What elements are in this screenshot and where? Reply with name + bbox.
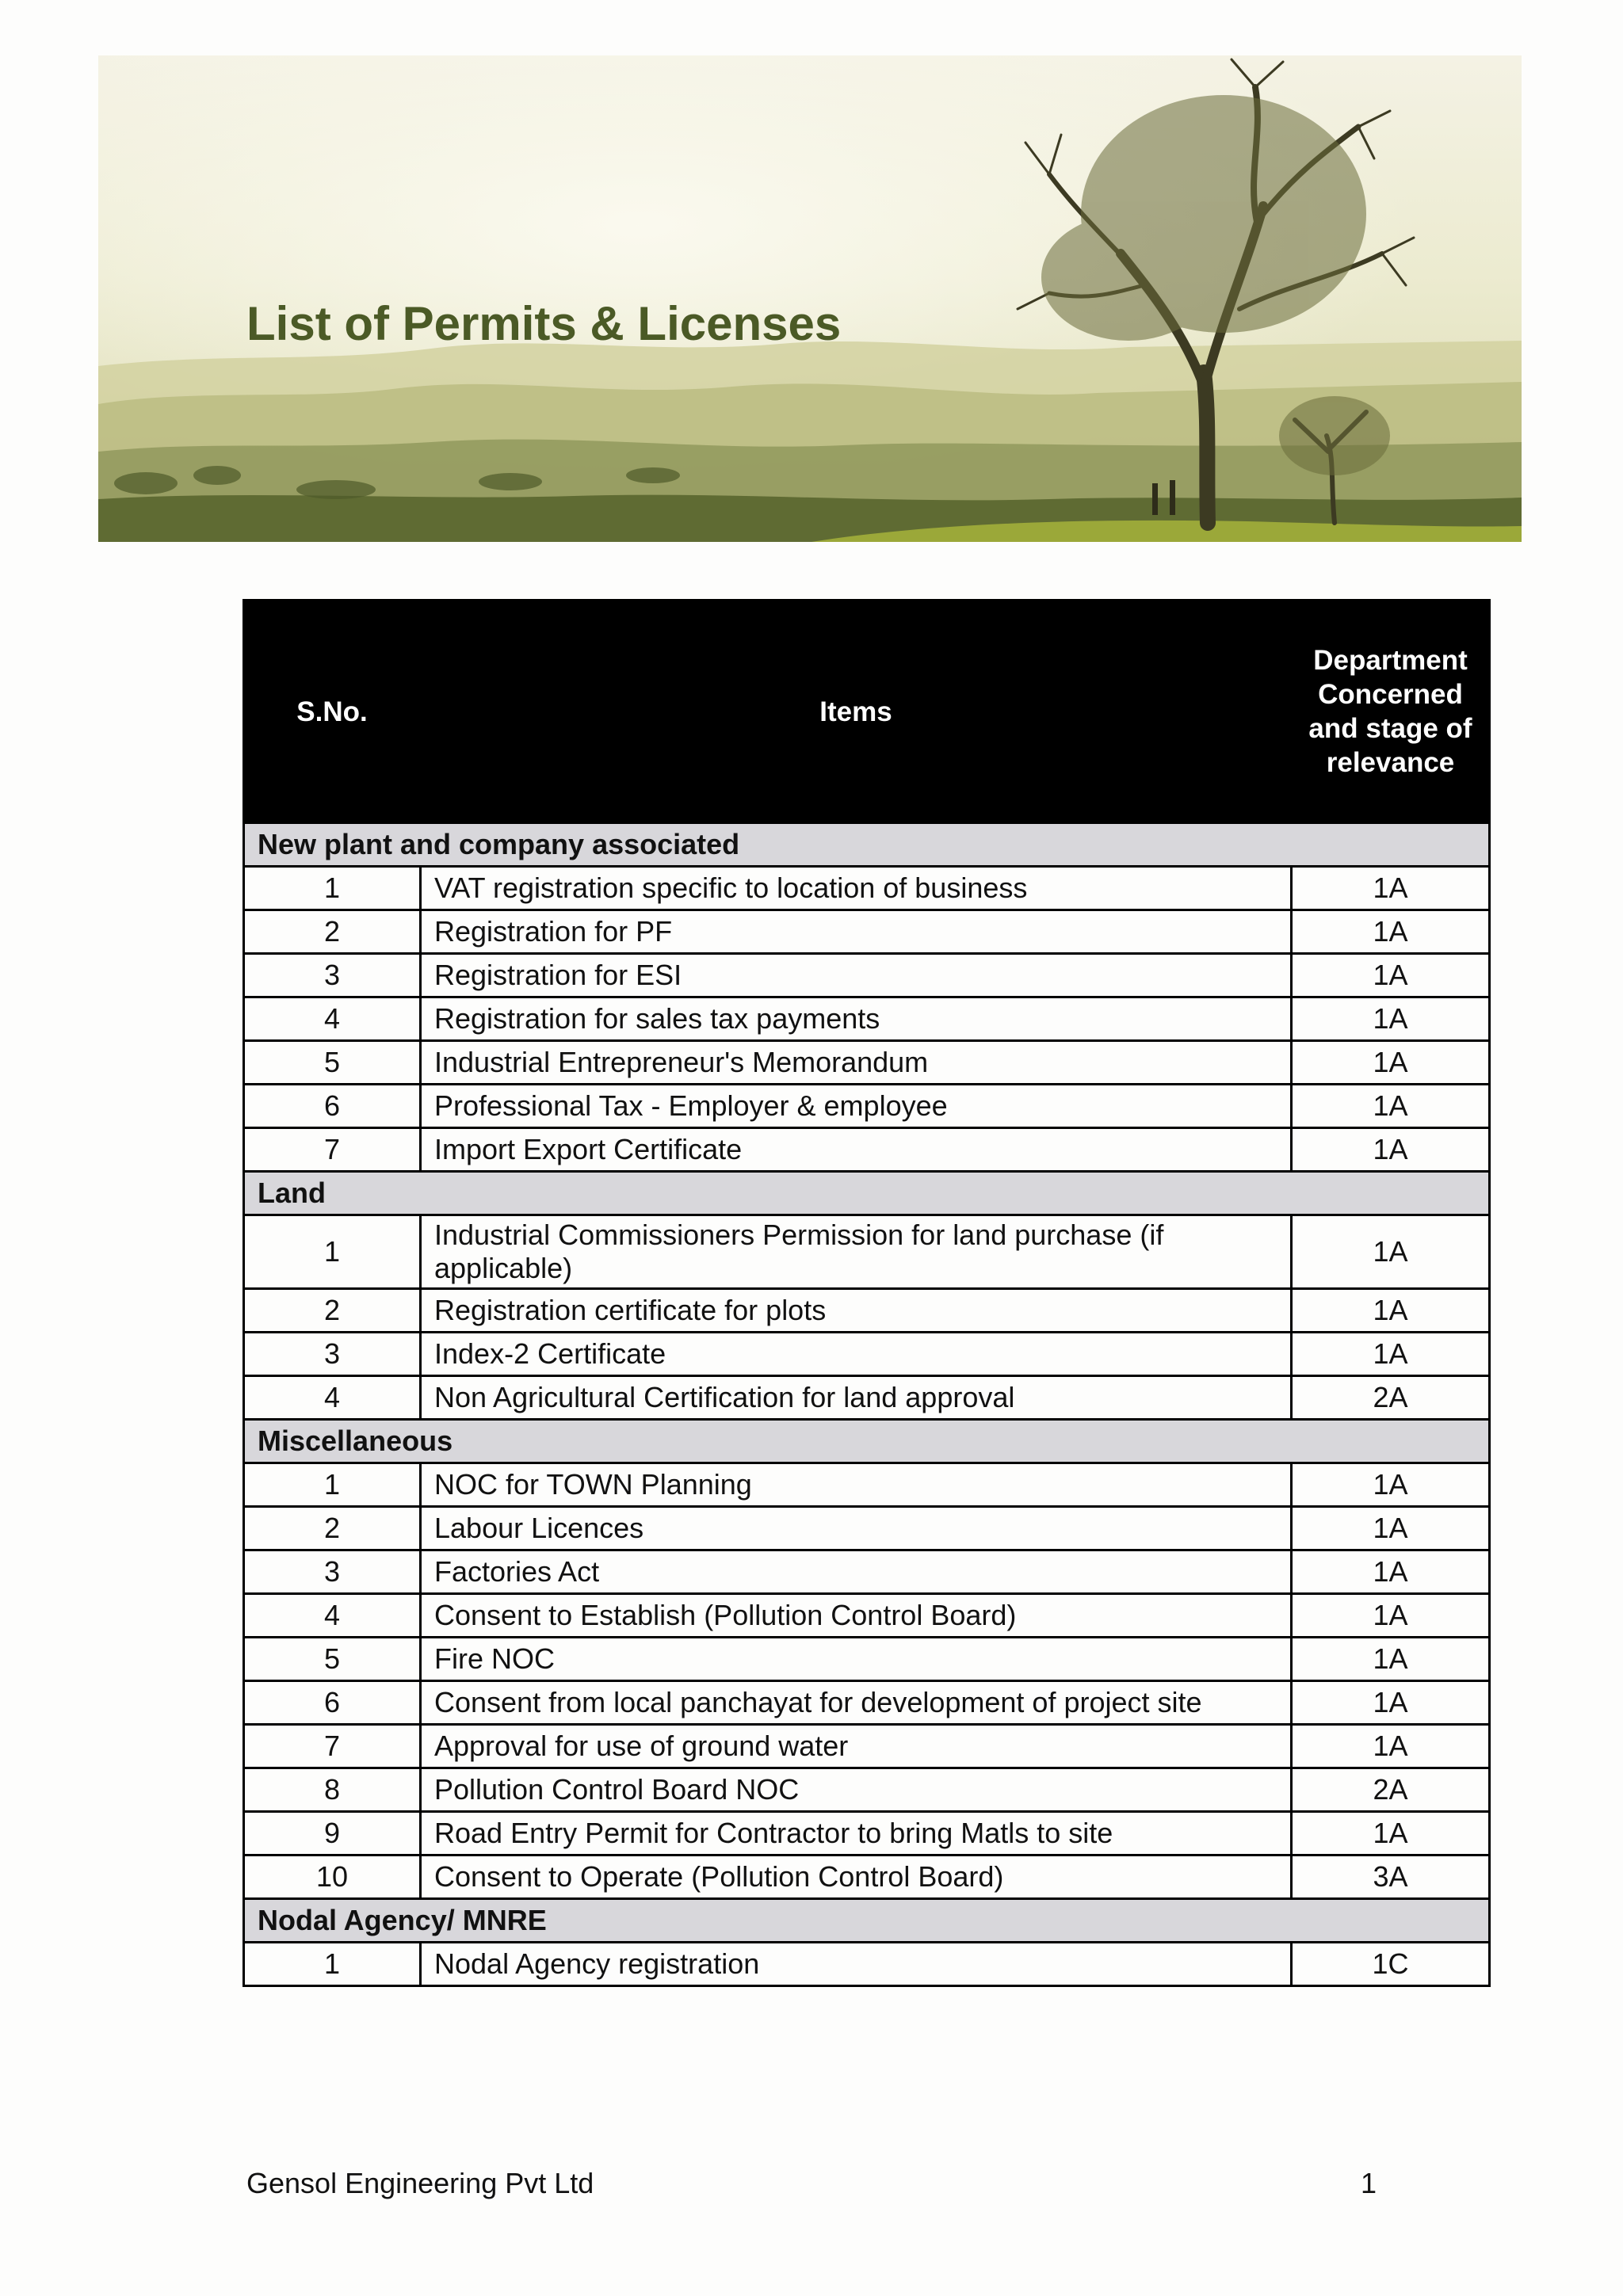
table-row <box>244 1215 1490 1289</box>
table-row <box>244 1041 1490 1085</box>
item-cell: Import Export Certificate <box>421 1128 1292 1172</box>
department-cell: 1A <box>1292 1333 1490 1376</box>
table-row <box>244 1463 1490 1507</box>
department-cell: 3A <box>1292 1855 1490 1899</box>
table-row <box>244 1128 1490 1172</box>
item-cell: Road Entry Permit for Contractor to bring Matls to site <box>421 1812 1292 1855</box>
department-cell: 1C <box>1292 1943 1490 1986</box>
item-cell: Industrial Commissioners Permission for land purchase (if applicable) <box>421 1215 1292 1289</box>
item-cell: Registration for sales tax payments <box>421 997 1292 1041</box>
sno-cell: 8 <box>244 1768 421 1812</box>
section-header-row <box>244 1899 1490 1943</box>
department-cell: 1A <box>1292 867 1490 910</box>
item-cell: Nodal Agency registration <box>421 1943 1292 1986</box>
sno-cell: 10 <box>244 1855 421 1899</box>
sno-cell: 1 <box>244 1943 421 1986</box>
table-row <box>244 1594 1490 1638</box>
footer-company-name: Gensol Engineering Pvt Ltd <box>246 2167 594 2199</box>
item-cell: Industrial Entrepreneur's Memorandum <box>421 1041 1292 1085</box>
department-cell: 1A <box>1292 1638 1490 1681</box>
table-row <box>244 1943 1490 1986</box>
table-row <box>244 1289 1490 1333</box>
table-row <box>244 1681 1490 1725</box>
column-header-sno: S.No. <box>244 601 421 823</box>
item-cell: Fire NOC <box>421 1638 1292 1681</box>
department-cell: 1A <box>1292 997 1490 1041</box>
item-cell: Registration certificate for plots <box>421 1289 1292 1333</box>
sno-cell: 1 <box>244 867 421 910</box>
department-cell: 1A <box>1292 1041 1490 1085</box>
table-row <box>244 1376 1490 1420</box>
sno-cell: 2 <box>244 910 421 954</box>
department-cell: 2A <box>1292 1376 1490 1420</box>
table-row <box>244 1085 1490 1128</box>
sno-cell: 4 <box>244 1376 421 1420</box>
table-row <box>244 1855 1490 1899</box>
sno-cell: 6 <box>244 1085 421 1128</box>
table-row <box>244 1507 1490 1550</box>
department-cell: 1A <box>1292 1289 1490 1333</box>
department-cell: 1A <box>1292 910 1490 954</box>
item-cell: Labour Licences <box>421 1507 1292 1550</box>
item-cell: VAT registration specific to location of business <box>421 867 1292 910</box>
table-body <box>244 823 1490 1986</box>
section-header-row <box>244 1420 1490 1463</box>
department-cell: 1A <box>1292 1085 1490 1128</box>
table-row <box>244 954 1490 997</box>
sno-cell: 6 <box>244 1681 421 1725</box>
table-row <box>244 1812 1490 1855</box>
item-cell: Professional Tax - Employer & employee <box>421 1085 1292 1128</box>
department-cell: 1A <box>1292 1594 1490 1638</box>
item-cell: Pollution Control Board NOC <box>421 1768 1292 1812</box>
sno-cell: 3 <box>244 1333 421 1376</box>
table-row <box>244 1638 1490 1681</box>
table-row <box>244 1725 1490 1768</box>
department-cell: 1A <box>1292 954 1490 997</box>
item-cell: Index-2 Certificate <box>421 1333 1292 1376</box>
section-title: Miscellaneous <box>244 1420 1490 1463</box>
item-cell: Registration for ESI <box>421 954 1292 997</box>
sno-cell: 2 <box>244 1507 421 1550</box>
section-title: New plant and company associated <box>244 823 1490 867</box>
sno-cell: 2 <box>244 1289 421 1333</box>
column-header-department: Department Concerned and stage of relevance <box>1292 601 1490 823</box>
item-cell: Consent to Establish (Pollution Control Board) <box>421 1594 1292 1638</box>
department-cell: 2A <box>1292 1768 1490 1812</box>
table-row <box>244 1333 1490 1376</box>
table-row <box>244 1768 1490 1812</box>
department-cell: 1A <box>1292 1681 1490 1725</box>
sno-cell: 7 <box>244 1725 421 1768</box>
section-title: Land <box>244 1172 1490 1215</box>
sno-cell: 7 <box>244 1128 421 1172</box>
table-header <box>244 601 1490 823</box>
department-cell: 1A <box>1292 1463 1490 1507</box>
department-cell: 1A <box>1292 1128 1490 1172</box>
department-cell: 1A <box>1292 1725 1490 1768</box>
sno-cell: 3 <box>244 954 421 997</box>
item-cell: Consent from local panchayat for development of project site <box>421 1681 1292 1725</box>
sno-cell: 4 <box>244 1594 421 1638</box>
sno-cell: 5 <box>244 1041 421 1085</box>
table-row <box>244 910 1490 954</box>
table-row <box>244 867 1490 910</box>
item-cell: NOC for TOWN Planning <box>421 1463 1292 1507</box>
table-row <box>244 1550 1490 1594</box>
sno-cell: 1 <box>244 1463 421 1507</box>
sno-cell: 5 <box>244 1638 421 1681</box>
permits-table <box>242 599 1491 1987</box>
table-row <box>244 997 1490 1041</box>
section-header-row <box>244 1172 1490 1215</box>
item-cell: Approval for use of ground water <box>421 1725 1292 1768</box>
column-header-items: Items <box>421 601 1292 823</box>
department-cell: 1A <box>1292 1812 1490 1855</box>
sno-cell: 1 <box>244 1215 421 1289</box>
item-cell: Consent to Operate (Pollution Control Board) <box>421 1855 1292 1899</box>
department-cell: 1A <box>1292 1215 1490 1289</box>
footer-page-number: 1 <box>1361 2167 1377 2199</box>
sno-cell: 9 <box>244 1812 421 1855</box>
section-title: Nodal Agency/ MNRE <box>244 1899 1490 1943</box>
page-title: List of Permits & Licenses <box>246 297 842 350</box>
department-cell: 1A <box>1292 1550 1490 1594</box>
sno-cell: 3 <box>244 1550 421 1594</box>
department-cell: 1A <box>1292 1507 1490 1550</box>
item-cell: Factories Act <box>421 1550 1292 1594</box>
section-header-row <box>244 823 1490 867</box>
item-cell: Non Agricultural Certification for land approval <box>421 1376 1292 1420</box>
sno-cell: 4 <box>244 997 421 1041</box>
item-cell: Registration for PF <box>421 910 1292 954</box>
